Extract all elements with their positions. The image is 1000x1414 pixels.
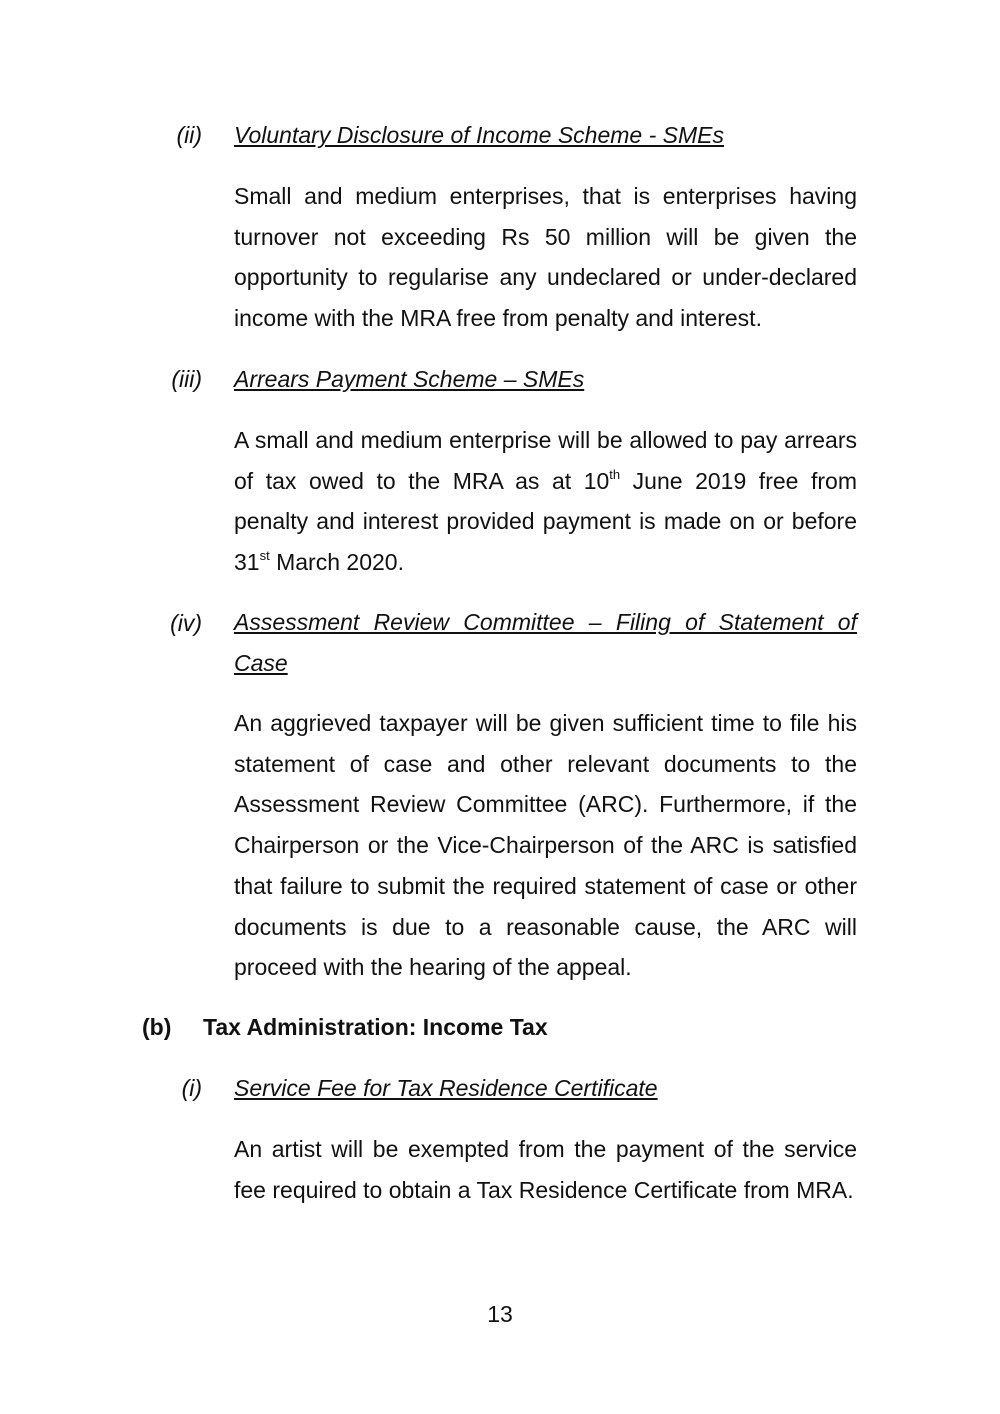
item-number-iii: (iii) (171, 366, 202, 392)
item-body-i: An artist will be exempted from the payment of the service fee required to obtain a Tax Residence Certificate from MRA. (234, 1136, 857, 1203)
item-body-iii (234, 420, 857, 583)
item-body-iii-part-c: March 2020. (269, 549, 404, 576)
item-heading-iii: Arrears Payment Scheme – SMEs (234, 366, 585, 392)
item-heading-iv: Assessment Review Committee – Filing of Statement of Case (234, 609, 857, 676)
item-number-i: (i) (181, 1075, 202, 1101)
item-body-iv: An aggrieved taxpayer will be given sufficient time to file his statement of case and other relevant documents to the Assessment Review Committee (ARC). Furthermore, if the Chairperson or the Vice-Chairperson of the ARC is satisfied that failure to submit the required statement of case or other documents is due to a reasonable cause, the ARC will proceed with the hearing of the appeal. (234, 710, 857, 981)
section-label-b: (b) (142, 1014, 172, 1040)
item-number-iv: (iv) (170, 610, 202, 636)
item-body-iii-part-a: A small and medium enterprise will be allowed to pay arrears of tax owed to the MRA as at 10 (234, 427, 857, 494)
item-heading-i: Service Fee for Tax Residence Certificate (234, 1075, 658, 1101)
item-body-iii-part-b: June 2019 free from penalty and interest provided payment is made on or before 31 (234, 467, 857, 576)
item-body-ii: Small and medium enterprises, that is enterprises having turnover not exceeding Rs 50 million will be given the opportunity to regularise any undeclared or under-declared income with the MRA free from penalty and interest. (234, 183, 857, 332)
page-number: 13 (487, 1301, 513, 1327)
superscript-st: st (259, 548, 270, 564)
section-title-b: Tax Administration: Income Tax (203, 1014, 548, 1040)
item-number-ii: (ii) (176, 122, 202, 148)
item-heading-ii: Voluntary Disclosure of Income Scheme - SMEs (234, 122, 724, 148)
superscript-th: th (609, 467, 621, 483)
